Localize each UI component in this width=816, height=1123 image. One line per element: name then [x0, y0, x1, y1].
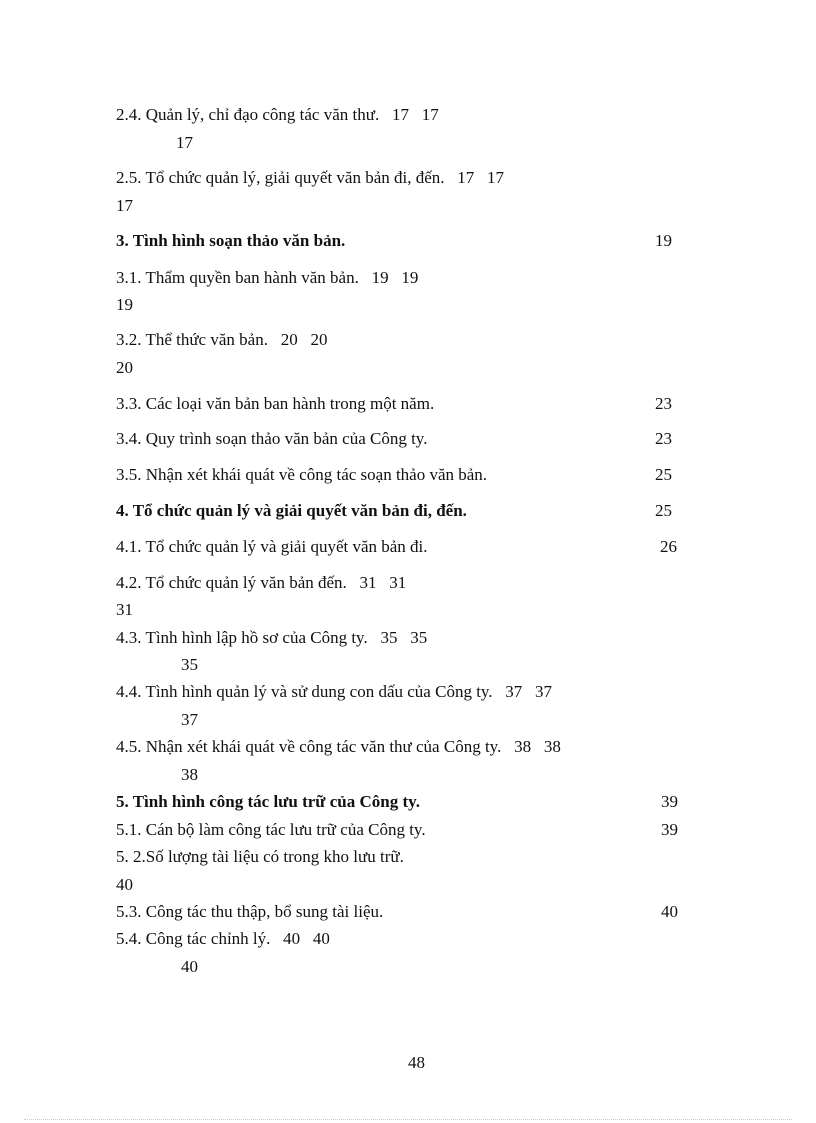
toc-entry-2-4: 2.4. Quản lý, chỉ đạo công tác văn thư. 17 17: [116, 105, 439, 124]
toc-entry-3-4: 3.4. Quy trình soạn thảo văn bản của Công ty.: [116, 429, 428, 448]
toc-entry-4-3-page: 35: [181, 655, 198, 674]
toc-entry-3-4-page: 23: [655, 429, 672, 448]
toc-entry-4-2-page: 31: [116, 600, 133, 619]
toc-entry-4-1-page: 26: [660, 537, 677, 556]
toc-entry-3-2-page: 20: [116, 358, 133, 377]
toc-entry-4-4: 4.4. Tình hình quản lý và sử dung con dấu của Công ty. 37 37: [116, 682, 553, 701]
toc-entry-4-2: 4.2. Tổ chức quản lý văn bản đến. 31 31: [116, 573, 407, 592]
toc-entry-5-1: 5.1. Cán bộ làm công tác lưu trữ của Công ty.: [116, 820, 426, 839]
toc-entry-4-3: 4.3. Tình hình lập hồ sơ của Công ty. 35 35: [116, 628, 428, 647]
page-number: 48: [408, 1053, 425, 1072]
toc-entry-4-5-page: 38: [181, 765, 198, 784]
page-bottom-divider: [24, 1119, 792, 1120]
toc-entry-2-5: 2.5. Tổ chức quản lý, giải quyết văn bản đi, đến. 17 17: [116, 168, 505, 187]
toc-section-4: 4. Tổ chức quản lý và giải quyết văn bản đi, đến.: [116, 501, 467, 520]
toc-entry-5-1-page: 39: [661, 820, 678, 839]
toc-entry-5-3: 5.3. Công tác thu thập, bổ sung tài liệu.: [116, 902, 384, 921]
toc-entry-3-3: 3.3. Các loại văn bản ban hành trong một năm.: [116, 394, 435, 413]
toc-entry-5-3-page: 40: [661, 902, 678, 921]
toc-entry-3-2: 3.2. Thể thức văn bản. 20 20: [116, 330, 328, 349]
toc-section-5: 5. Tình hình công tác lưu trữ của Công ty.: [116, 792, 420, 811]
toc-entry-2-5-page: 17: [116, 196, 133, 215]
toc-entry-3-1: 3.1. Thẩm quyền ban hành văn bản. 19 19: [116, 268, 419, 287]
toc-entry-4-5: 4.5. Nhận xét khái quát về công tác văn thư của Công ty. 38 38: [116, 737, 561, 756]
toc-entry-5-4-page: 40: [181, 957, 198, 976]
toc-entry-3-1-page: 19: [116, 295, 133, 314]
toc-entry-5-2-page: 40: [116, 875, 133, 894]
toc-entry-4-4-page: 37: [181, 710, 198, 729]
toc-entry-3-3-page: 23: [655, 394, 672, 413]
toc-entry-4-1: 4.1. Tổ chức quản lý và giải quyết văn bản đi.: [116, 537, 428, 556]
toc-section-3: 3. Tình hình soạn thảo văn bản.: [116, 231, 346, 250]
toc-section-3-page: 19: [655, 231, 672, 250]
toc-entry-3-5-page: 25: [655, 465, 672, 484]
toc-entry-3-5: 3.5. Nhận xét khái quát về công tác soạn thảo văn bản.: [116, 465, 488, 484]
toc-entry-2-4-page: 17: [176, 133, 193, 152]
toc-entry-5-4: 5.4. Công tác chỉnh lý. 40 40: [116, 929, 330, 948]
toc-section-5-page: 39: [661, 792, 678, 811]
toc-section-4-page: 25: [655, 501, 672, 520]
toc-entry-5-2: 5. 2.Số lượng tài liệu có trong kho lưu trữ.: [116, 847, 404, 866]
